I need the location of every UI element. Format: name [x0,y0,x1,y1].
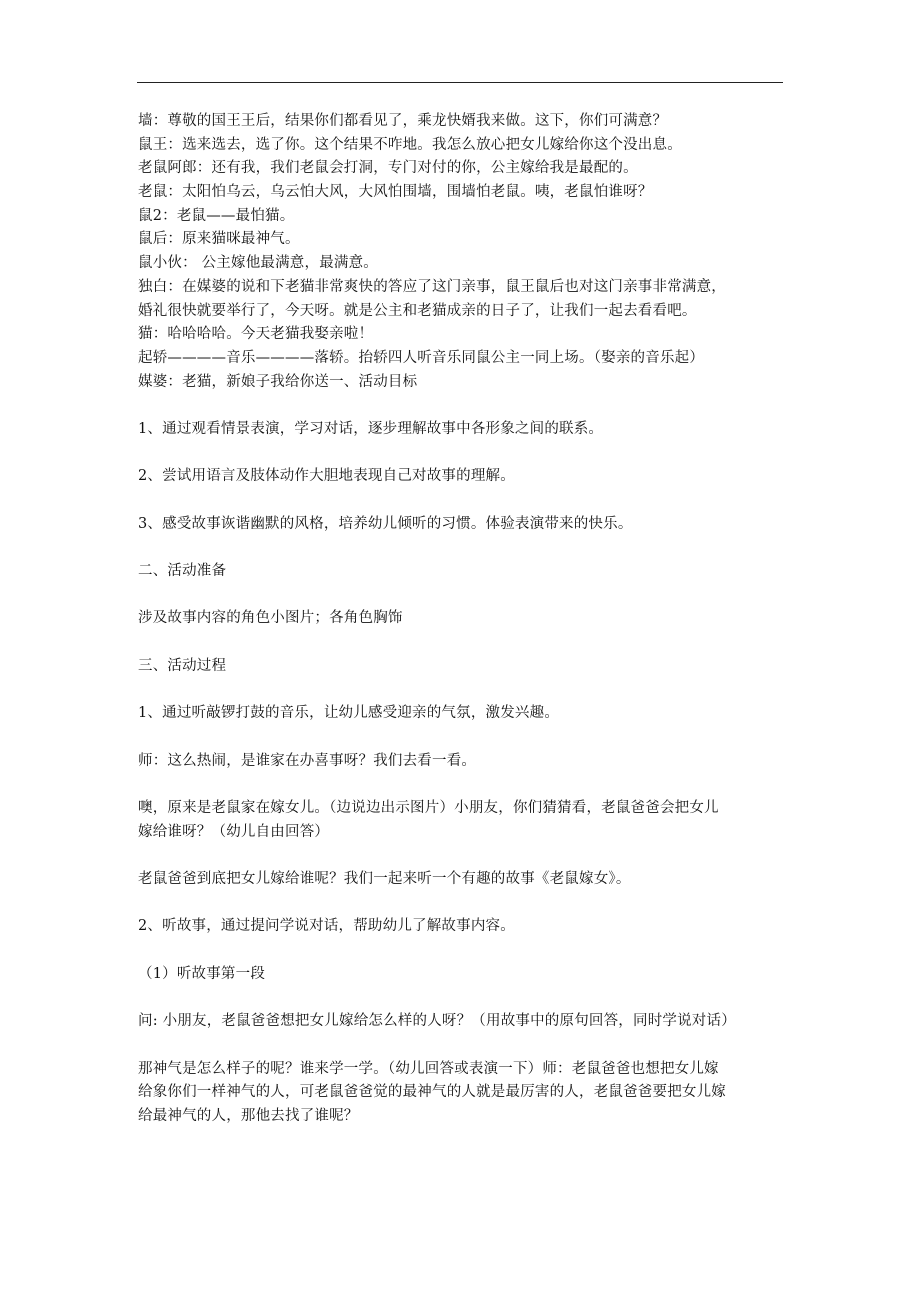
dialogue-line: 鼠后：原来猫咪最神气。 [138,231,300,248]
dialogue-line: 婚礼很快就要举行了，今天呀。就是公主和老猫成亲的日子了，让我们一起去看看吧。 [138,302,697,319]
section-heading: 三、活动过程 [138,657,227,674]
paragraph-line: 嫁给谁呀？（幼儿自由回答） [138,823,330,840]
process-step: 1、通过听敲锣打鼓的音乐，让幼儿感受迎亲的气氛，激发兴趣。 [138,705,560,722]
teacher-line: 师：这么热闹，是谁家在办喜事呀？我们去看一看。 [138,752,477,769]
sub-step: （1）听故事第一段 [138,965,266,982]
dialogue-line: 鼠王：选来选去，选了你。这个结果不咋地。我怎么放心把女儿嫁给你这个没出息。 [138,136,682,153]
dialogue-line: 媒婆：老猫，新娘子我给你送一、活动目标 [138,373,418,390]
paragraph-line: 老鼠爸爸到底把女儿嫁给谁呢？我们一起来听一个有趣的故事《老鼠嫁女》。 [138,871,631,887]
goal-item: 3、感受故事诙谐幽默的风格，培养幼儿倾听的习惯。体验表演带来的快乐。 [138,515,633,532]
dialogue-line: 猫：哈哈哈哈。今天老猫我娶亲啦！ [138,326,374,343]
dialogue-line: 鼠小伙： 公主嫁他最满意，最满意。 [138,255,379,272]
document-body [138,110,788,1129]
dialogue-line: 起轿————音乐————落轿。抬轿四人听音乐同鼠公主一同上场。（娶亲的音乐起） [138,349,705,366]
header-rule [137,82,783,83]
goal-item: 2、尝试用语言及肢体动作大胆地表现自己对故事的理解。 [138,468,515,485]
dialogue-line: 老鼠：太阳怕乌云，乌云怕大风，大风怕围墙，围墙怕老鼠。咦，老鼠怕谁呀？ [138,184,653,201]
preparation-content: 涉及故事内容的角色小图片；各角色胸饰 [138,610,403,627]
section-heading: 二、活动准备 [138,563,227,580]
paragraph-line: 给象你们一样神气的人，可老鼠爸爸觉的最神气的人就是最厉害的人，老鼠爸爸要把女儿嫁 [138,1084,726,1101]
dialogue-section [138,110,788,394]
dialogue-line: 老鼠阿郎：还有我，我们老鼠会打洞，专门对付的你，公主嫁给我是最配的。 [138,160,638,177]
dialogue-line: 独白：在媒婆的说和下老猫非常爽快的答应了这门亲事，鼠王鼠后也对这门亲事非常满意， [138,278,726,295]
paragraph-line: 噢，原来是老鼠家在嫁女儿。（边说边出示图片）小朋友，你们猜猜看，老鼠爸爸会把女儿 [138,799,719,816]
process-step: 2、听故事，通过提问学说对话，帮助幼儿了解故事内容。 [138,918,515,935]
question-line: 问: 小朋友，老鼠爸爸想把女儿嫁给怎么样的人呀？（用故事中的原句回答，同时学说对话） [138,1013,736,1030]
paragraph-line: 给最神气的人，那他去找了谁呢？ [138,1107,359,1124]
dialogue-line: 鼠2：老鼠——最怕猫。 [138,207,295,224]
goal-item: 1、通过观看情景表演，学习对话，逐步理解故事中各形象之间的联系。 [138,420,604,437]
paragraph-line: 那神气是怎么样子的呢？谁来学一学。（幼儿回答或表演一下）师：老鼠爸爸也想把女儿嫁 [138,1060,719,1077]
dialogue-line: 墙：尊敬的国王王后，结果你们都看见了，乘龙快婿我来做。这下，你们可满意？ [138,113,668,129]
